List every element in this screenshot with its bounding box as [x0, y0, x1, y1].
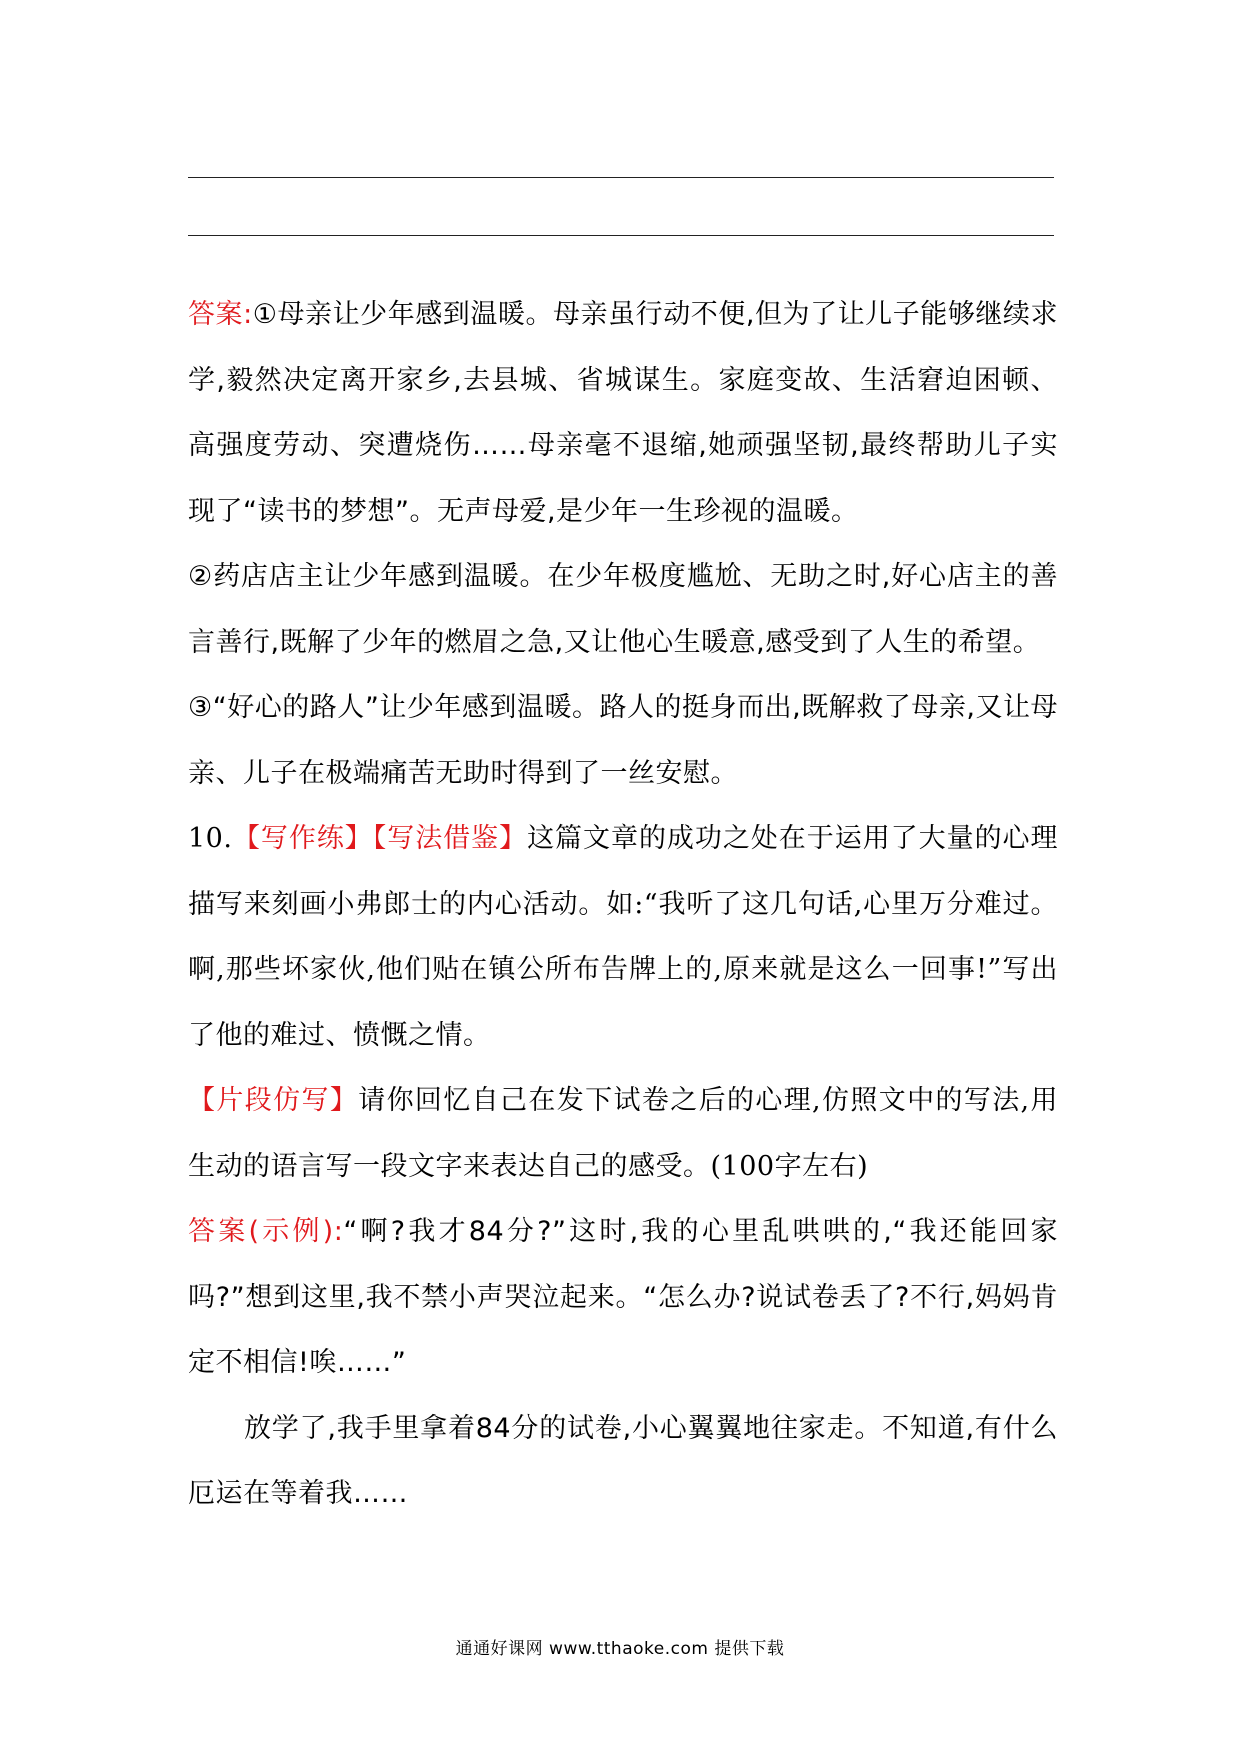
imitation-prompt-paragraph — [188, 1068, 1058, 1199]
question-10-paragraph — [188, 806, 1058, 1068]
question-10-text: 这篇文章的成功之处在于运用了大量的心理描写来刻画小弗郎士的内心活动。如:“我听了这几句话,心里万分难过。啊,那些坏家伙,他们贴在镇公所布告牌上的,原来就是这么一回事!”写出了他的难过、愤慨之情。 — [188, 823, 1059, 1051]
sample-answer-paragraph-2 — [188, 1396, 1058, 1527]
page-footer: 通通好课网 www.tthaoke.com 提供下载 — [455, 1639, 785, 1659]
answer-paragraph-3 — [188, 675, 1058, 806]
answer-blank-line-1 — [188, 177, 1054, 178]
sample-answer-text-1: “啊?我才84分?”这时,我的心里乱哄哄的,“我还能回家吗?”想到这里,我不禁小声哭泣起来。“怎么办?说试卷丢了?不行,妈妈肯定不相信!唉……” — [188, 1216, 1058, 1378]
answer-label: 答案: — [188, 299, 253, 330]
tag-writing-method: 【写法借鉴】 — [372, 823, 528, 854]
answer-paragraph-1 — [188, 282, 1058, 544]
tag-writing-practice: 【写作练】 — [232, 823, 373, 854]
sample-answer-paragraph-1 — [188, 1199, 1058, 1396]
tag-fragment-imitation: 【片段仿写】 — [188, 1085, 359, 1116]
answer-point-3: ③“好心的路人”让少年感到温暖。路人的挺身而出,既解救了母亲,又让母亲、儿子在极端痛苦无助时得到了一丝安慰。 — [188, 692, 1058, 789]
answer-point-2: ②药店店主让少年感到温暖。在少年极度尴尬、无助之时,好心店主的善言善行,既解了少年的燃眉之急,又让他心生暖意,感受到了人生的希望。 — [188, 561, 1058, 658]
answer-point-1: ①母亲让少年感到温暖。母亲虽行动不便,但为了让儿子能够继续求学,毅然决定离开家乡,去县城、省城谋生。家庭变故、生活窘迫困顿、高强度劳动、突遭烧伤……母亲毫不退缩,她顽强坚韧,最终帮助儿子实现了“读书的梦想”。无声母爱,是少年一生珍视的温暖。 — [188, 299, 1058, 527]
sample-answer-label: 答案(示例): — [188, 1216, 344, 1247]
answer-blank-line-2 — [188, 235, 1054, 236]
question-number: 10. — [188, 823, 233, 854]
answer-paragraph-2 — [188, 544, 1058, 675]
sample-answer-text-2: 放学了,我手里拿着84分的试卷,小心翼翼地往家走。不知道,有什么厄运在等着我…… — [188, 1412, 1058, 1509]
document-body — [188, 282, 1058, 1527]
imitation-prompt-text: 请你回忆自己在发下试卷之后的心理,仿照文中的写法,用生动的语言写一段文字来表达自己的感受。(100字左右) — [188, 1085, 1059, 1182]
